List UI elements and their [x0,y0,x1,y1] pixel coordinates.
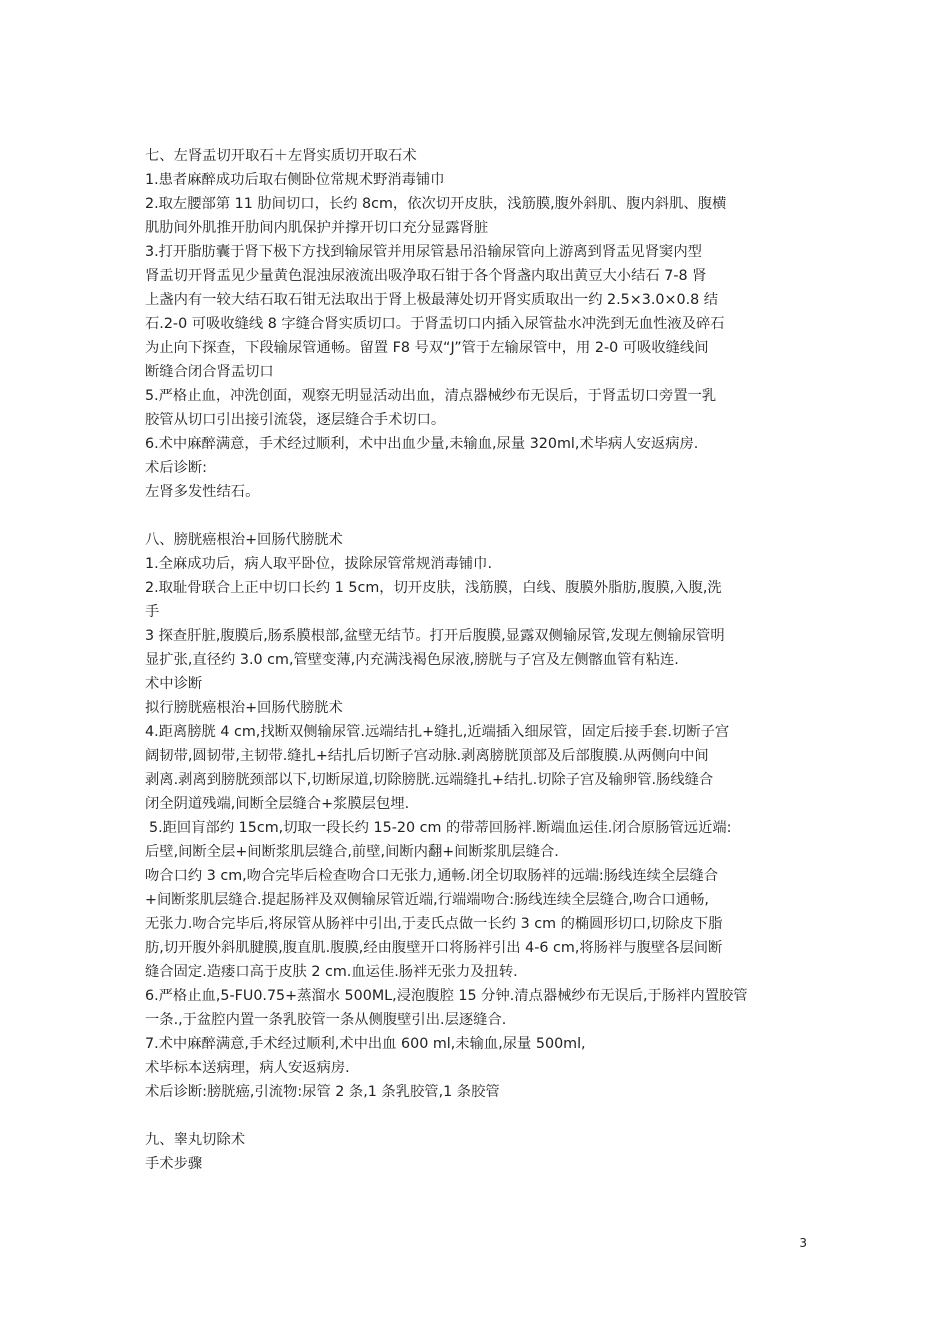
paragraph-line: 4.距离膀胱 4 cm,找断双侧输尿管.远端结扎+缝扎,近端插入细尿管，固定后接手套.切断子宫 [145,724,730,740]
paragraph-line: 5.严格止血，冲洗创面，观察无明显活动出血，清点器械纱布无误后，于肾盂切口旁置一乳 [145,388,717,404]
paragraph-line: 吻合口约 3 cm,吻合完毕后检查吻合口无张力,通畅.闭全切取肠袢的远端:肠线连续全层缝合 [145,868,719,884]
intraoperative-diagnosis-label: 术中诊断 [145,676,203,692]
paragraph-line: 后壁,间断全层+间断浆肌层缝合,前壁,间断内翻+间断浆肌层缝合. [145,844,559,860]
postoperative-diagnosis: 术后诊断:膀胱癌,引流物:尿管 2 条,1 条乳胶管,1 条胶管 [145,1084,500,1100]
paragraph-line: 7.术中麻醉满意,手术经过顺利,术中出血 600 ml,未输血,尿量 500ml, [145,1036,586,1052]
section-heading: 九、睾丸切除术 [145,1132,246,1148]
paragraph-line: 为止向下探查，下段输尿管通畅。留置 F8 号双“J”管于左输尿管中，用 2-0 可吸收缝线间 [145,340,709,356]
postoperative-diagnosis-label: 术后诊断: [145,460,208,476]
paragraph-line: 一条.,于盆腔内置一条乳胶管一条从侧腹壁引出.层逐缝合. [145,1012,507,1028]
paragraph-line: 断缝合闭合肾盂切口 [145,364,274,380]
section-heading: 八、膀胱癌根治+回肠代膀胱术 [145,532,343,548]
postoperative-diagnosis: 左肾多发性结石。 [145,484,260,500]
paragraph-line: +间断浆肌层缝合.提起肠袢及双侧输尿管近端,行端端吻合:肠线连续全层缝合,吻合口通畅, [145,892,709,908]
paragraph-line: 1.全麻成功后，病人取平卧位，拔除尿管常规消毒铺巾. [145,556,493,572]
paragraph-line: 阔韧带,圆韧带,主韧带.缝扎+结扎后切断子宫动脉.剥离膀胱顶部及后部腹膜.从两侧向中间 [145,748,709,764]
paragraph-line: 剥离.剥离到膀胱颈部以下,切断尿道,切除膀胱.远端缝扎+结扎.切除子宫及输卵管.肠线缝合 [145,772,714,788]
paragraph-line: 5.距回肓部约 15cm,切取一段长约 15-20 cm 的带蒂回肠袢.断端血运佳.闭合原肠管远近端: [149,820,732,836]
paragraph-line: 肾盂切开肾盂见少量黄色混浊尿液流出吸净取石钳于各个肾盏内取出黄豆大小结石 7-8 肾 [145,268,707,284]
paragraph-line: 2.取左腰部第 11 肋间切口，长约 8cm，依次切开皮肤，浅筋膜,腹外斜肌、腹内斜肌、腹横 [145,196,727,212]
paragraph-line: 手 [145,604,160,620]
paragraph-line: 2.取耻骨联合上正中切口长约 1 5cm，切开皮肤，浅筋膜，白线、腹膜外脂肪,腹膜,入腹,洗 [145,580,722,596]
paragraph-line: 术毕标本送病理，病人安返病房. [145,1060,350,1076]
paragraph-line: 无张力.吻合完毕后,将尿管从肠袢中引出,于麦氏点做一长约 3 cm 的椭圆形切口,切除皮下脂 [145,916,723,932]
section-orchiectomy [145,1128,815,1176]
paragraph-line: 3 探查肝脏,腹膜后,肠系膜根部,盆壁无结节。打开后腹膜,显露双侧输尿管,发现左侧输尿管明 [145,628,725,644]
paragraph-line: 1.患者麻醉成功后取右侧卧位常规术野消毒铺巾 [145,172,445,188]
subheading: 手术步骤 [145,1156,203,1172]
paragraph-line: 3.打开脂肪囊于肾下极下方找到输尿管并用尿管悬吊沿输尿管向上游离到肾盂见肾窦内型 [145,244,702,260]
document-body [145,144,815,1176]
planned-procedure: 拟行膀胱癌根治+回肠代膀胱术 [145,700,343,716]
paragraph-line: 6.严格止血,5-FU0.75+蒸溜水 500ML,浸泡腹腔 15 分钟.清点器械纱布无误后,于肠袢内置胶管 [145,988,748,1004]
section-left-kidney-lithotomy [145,144,815,504]
page-number: 3 [799,1236,807,1250]
paragraph-line: 闭全阴道残端,间断全层缝合+浆膜层包埋. [145,796,410,812]
paragraph-line: 肌肋间外肌推开肋间内肌保护并撑开切口充分显露肾脏 [145,220,489,236]
paragraph-line: 上盏内有一较大结石取石钳无法取出于肾上极最薄处切开肾实质取出一约 2.5×3.0×0.8 结 [145,292,719,308]
paragraph-line: 肪,切开腹外斜肌腱膜,腹直肌.腹膜,经由腹壁开口将肠袢引出 4-6 cm,将肠袢与腹壁各层间断 [145,940,723,956]
section-radical-cystectomy [145,528,815,1104]
paragraph-line: 石.2-0 可吸收缝线 8 字缝合肾实质切口。于肾盂切口内插入尿管盐水冲洗到无血性液及碎石 [145,316,725,332]
paragraph-line: 缝合固定.造瘘口高于皮肤 2 cm.血运佳.肠袢无张力及扭转. [145,964,518,980]
section-heading: 七、左肾盂切开取石＋左肾实质切开取石术 [145,148,417,164]
paragraph-line: 胶管从切口引出接引流袋，逐层缝合手术切口。 [145,412,446,428]
paragraph-line: 显扩张,直径约 3.0 cm,管壁变薄,内充满浅褐色尿液,膀胱与子宫及左侧髂血管有粘连. [145,652,679,668]
paragraph-line: 6.术中麻醉满意，手术经过顺利，术中出血少量,未输血,尿量 320ml,术毕病人安返病房. [145,436,699,452]
